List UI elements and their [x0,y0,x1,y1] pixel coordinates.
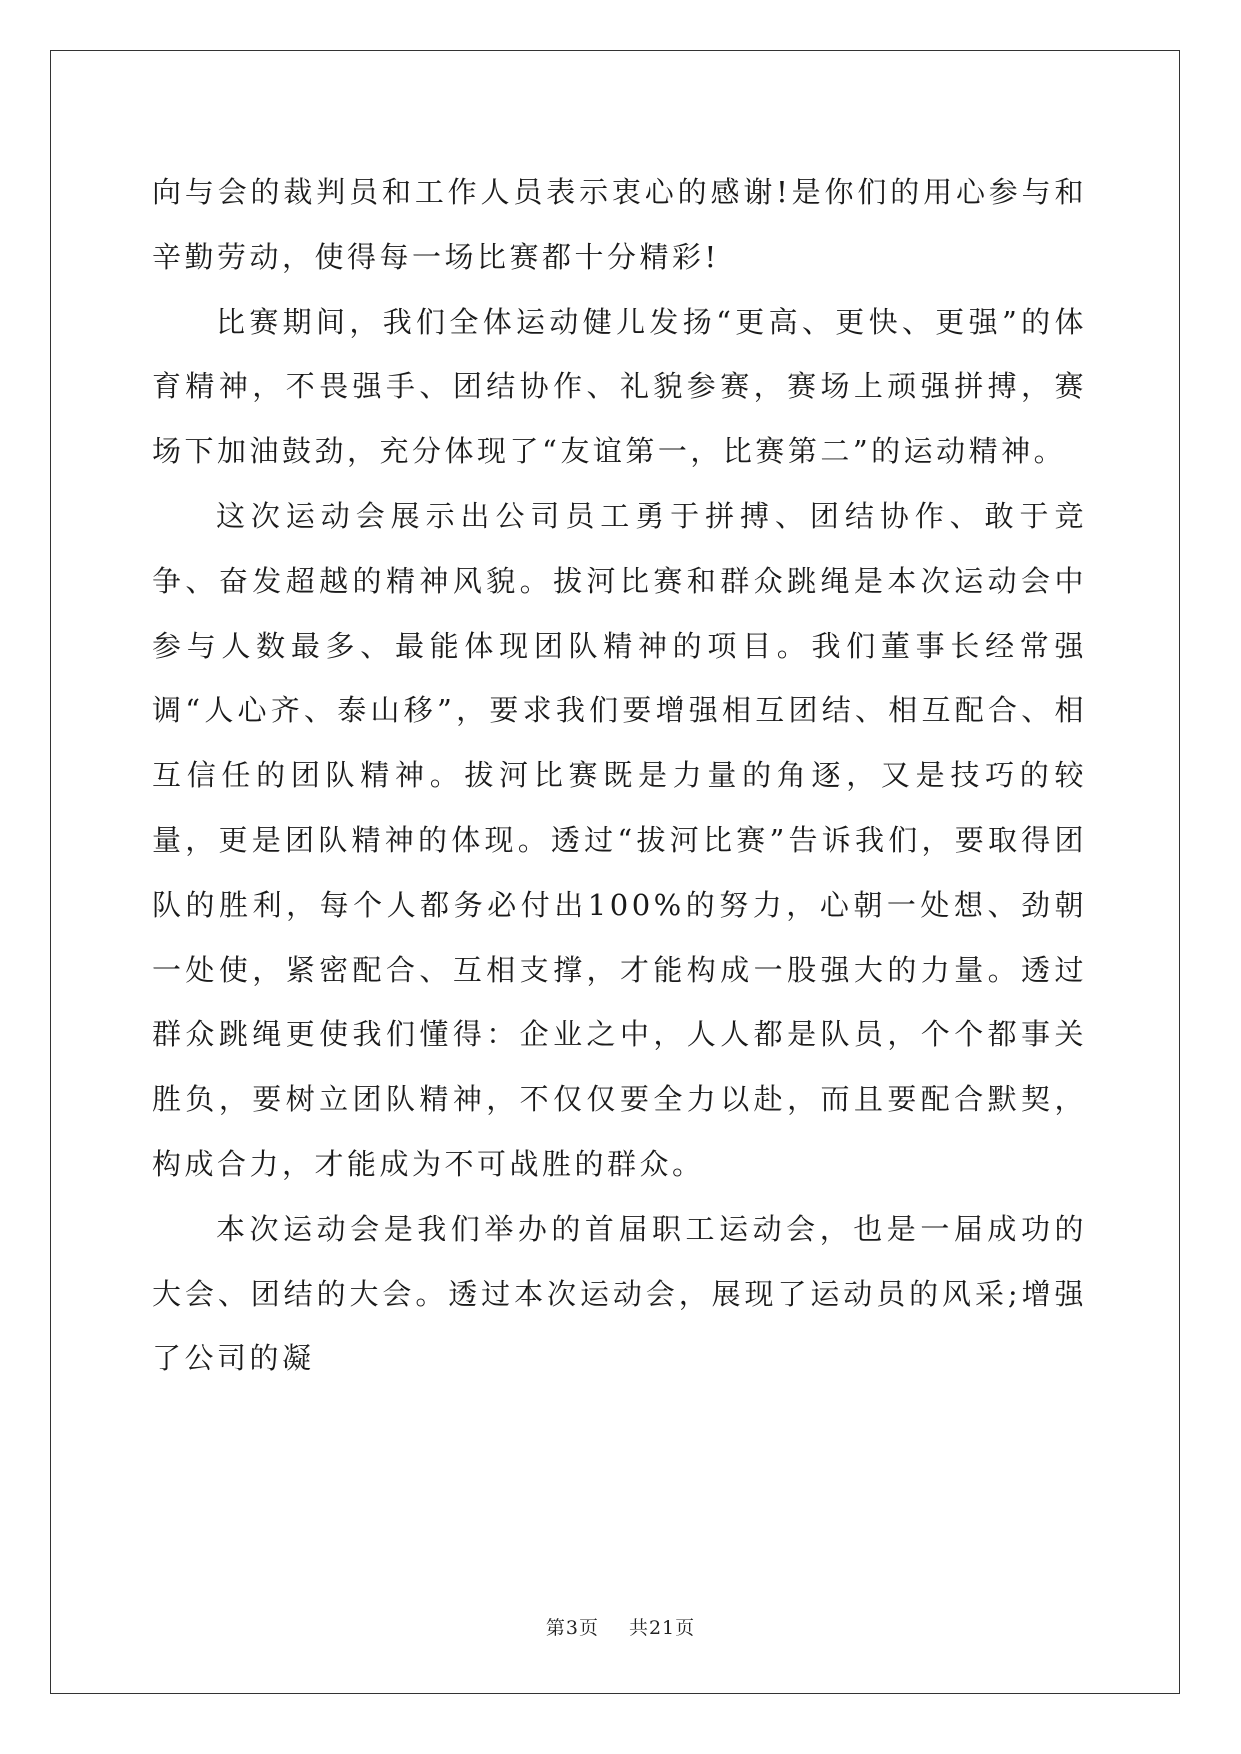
paragraph-1: 向与会的裁判员和工作人员表示衷心的感谢!是你们的用心参与和辛勤劳动，使得每一场比赛都十分精彩! [152,175,1087,274]
total-pages-label: 共21页 [628,1617,696,1639]
document-body [152,160,1087,1391]
current-page-label: 第3页 [545,1617,599,1639]
paragraph-2: 比赛期间，我们全体运动健儿发扬“更高、更快、更强”的体育精神，不畏强手、团结协作、礼貌参赛，赛场上顽强拼搏，赛场下加油鼓劲，充分体现了“友谊第一，比赛第二”的运动精神。 [152,304,1087,469]
paragraph-3: 这次运动会展示出公司员工勇于拼搏、团结协作、敢于竞争、奋发超越的精神风貌。拔河比赛和群众跳绳是本次运动会中参与人数最多、最能体现团队精神的项目。我们董事长经常强调“人心齐、泰山移”，要求我们要增强相互团结、相互配合、相互信任的团队精神。拔河比赛既是力量的角逐，又是技巧的较量，更是团队精神的体现。透过“拔河比赛”告诉我们，要取得团队的胜利，每个人都务必付出100%的努力，心朝一处想、劲朝一处使，紧密配合、互相支撑，才能构成一股强大的力量。透过群众跳绳更使我们懂得：企业之中，人人都是队员，个个都事关胜负，要树立团队精神，不仅仅要全力以赴，而且要配合默契，构成合力，才能成为不可战胜的群众。 [152,498,1087,1181]
paragraph-4: 本次运动会是我们举办的首届职工运动会，也是一届成功的大会、团结的大会。透过本次运动会，展现了运动员的风采;增强了公司的凝 [152,1211,1087,1376]
page-footer [0,1613,1241,1640]
